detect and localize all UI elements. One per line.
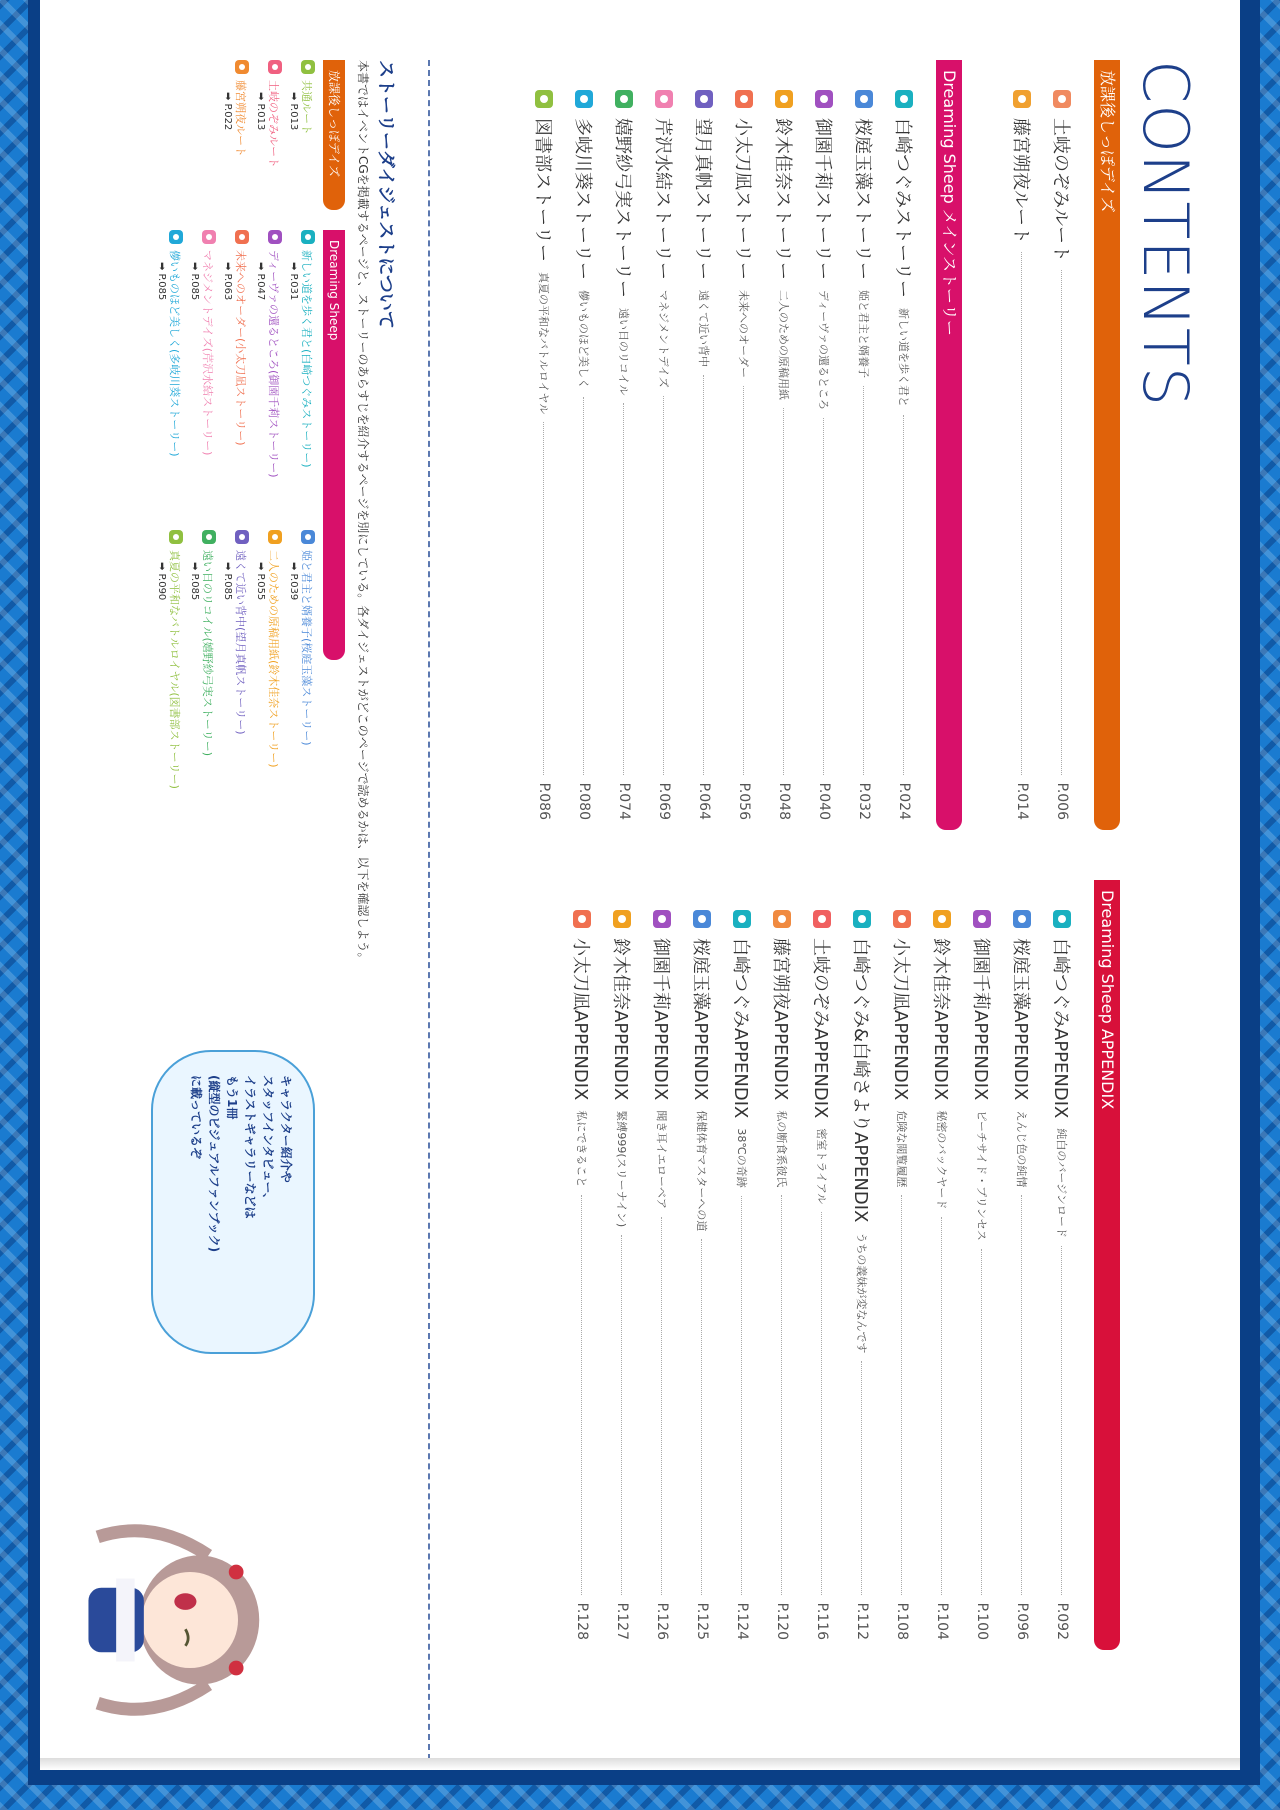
entry-label: 鈴木佳奈APPENDIX — [610, 938, 631, 1101]
character-icon — [735, 90, 753, 108]
entry-subtitle: 聞き耳イエローベア — [655, 1110, 668, 1209]
entry-label: 望月真帆ストーリー — [692, 118, 713, 280]
leader-dots — [583, 397, 585, 775]
digest-item[interactable] — [255, 230, 282, 530]
leader-dots — [981, 1249, 983, 1595]
toc-entry[interactable] — [604, 90, 644, 820]
character-icon — [301, 530, 315, 544]
toc-entry[interactable] — [682, 910, 722, 1640]
entry-subtitle: 保健体育マスターへの道 — [695, 1110, 708, 1232]
toc-entry[interactable] — [724, 90, 764, 820]
toc-entry[interactable] — [642, 910, 682, 1640]
entry-label: 鈴木佳奈ストーリー — [772, 118, 793, 280]
character-icon — [1013, 90, 1031, 108]
character-icon — [535, 90, 553, 108]
character-icon — [235, 230, 249, 244]
page-number: P.092 — [1054, 1602, 1070, 1640]
entry-label: 白崎つぐみ&白崎さよりAPPENDIX — [850, 938, 871, 1223]
page-number: P.024 — [896, 782, 912, 820]
character-icon — [815, 90, 833, 108]
digest-item[interactable] — [255, 60, 282, 210]
digest-item-text — [222, 250, 249, 446]
leader-dots — [1061, 1246, 1063, 1595]
leader-dots — [783, 408, 785, 775]
character-icon — [813, 910, 831, 928]
digest-item-label: 遠い日のリコイル(嬉野紗弓実ストーリー) — [201, 550, 214, 757]
page-number: P.096 — [1014, 1602, 1030, 1640]
toc-entry[interactable] — [722, 910, 762, 1640]
section-appendix — [562, 880, 1120, 1640]
leader-dots — [901, 1195, 903, 1594]
rotated-content — [40, 0, 1240, 1770]
leader-dots — [743, 386, 745, 775]
digest-item-page: ➡ P.039 — [288, 562, 299, 601]
leader-dots — [581, 1195, 583, 1594]
digest-item-page: ➡ P.085 — [156, 262, 167, 301]
entry-label: 白崎つぐみAPPENDIX — [730, 938, 751, 1119]
digest-item-text — [189, 550, 216, 756]
speech-bubble-line: もう1冊 — [225, 1075, 239, 1120]
digest-item[interactable] — [288, 230, 315, 530]
toc-entry[interactable] — [762, 910, 802, 1640]
character-icon — [933, 910, 951, 928]
entry-subtitle: 姫と君主と婿養子 — [857, 290, 870, 378]
entry-subtitle: 密室トライアル — [815, 1128, 828, 1205]
digest-item[interactable] — [288, 60, 315, 210]
entry-label: 白崎つぐみAPPENDIX — [1050, 938, 1071, 1119]
page-number: P.126 — [654, 1602, 670, 1640]
entry-subtitle: えんじ色の純情 — [1015, 1110, 1028, 1188]
page-number: P.048 — [776, 782, 792, 820]
character-icon — [695, 90, 713, 108]
character-icon — [169, 230, 183, 244]
character-icon — [973, 910, 991, 928]
character-icon — [268, 530, 282, 544]
character-icon — [573, 910, 591, 928]
page-number: P.014 — [1014, 782, 1030, 820]
digest-item-text — [288, 80, 315, 135]
digest-header: Dreaming Sheep — [323, 230, 345, 660]
page-number: P.112 — [854, 1602, 870, 1640]
digest-item[interactable] — [189, 230, 216, 530]
entry-subtitle: ピーチサイド・プリンセス — [975, 1110, 988, 1241]
entry-subtitle: 遠い日のリコイル — [617, 308, 630, 396]
digest-item-label: 遠くて近い背中(望月真帆ストーリー) — [234, 550, 247, 735]
entry-subtitle: 私の断食系彼氏 — [775, 1110, 788, 1188]
digest-item[interactable] — [189, 530, 216, 830]
entry-label: 御園千莉ストーリー — [812, 118, 833, 280]
digest-item[interactable] — [222, 230, 249, 530]
digest-item-text — [288, 550, 315, 746]
entry-label: 小太刀凪APPENDIX — [570, 938, 591, 1101]
character-icon — [202, 230, 216, 244]
digest-item-text — [189, 250, 216, 455]
digest-item-text — [156, 250, 183, 457]
entry-subtitle: 38℃の奇跡 — [735, 1128, 748, 1188]
digest-item-page: ➡ P.013 — [255, 92, 266, 131]
divider — [428, 60, 430, 1760]
entry-subtitle: 未来へのオーダー — [737, 290, 750, 378]
digest-item-label: 姫と君主と婿養子(桜庭玉藻ストーリー) — [300, 550, 313, 746]
digest-houkago — [216, 60, 345, 210]
leader-dots — [543, 422, 545, 774]
digest-item[interactable] — [288, 530, 315, 830]
page-number: P.127 — [614, 1602, 630, 1640]
speech-bubble-line: キャラクター紹介や — [279, 1075, 293, 1183]
entry-label: 御園千莉APPENDIX — [970, 938, 991, 1101]
leader-dots — [821, 1212, 823, 1594]
digest-item-page: ➡ P.085 — [222, 562, 233, 601]
page-number: P.074 — [616, 782, 632, 820]
entry-label: 嬉野紗弓実ストーリー — [612, 118, 633, 298]
leader-dots — [623, 403, 625, 774]
page-number: P.064 — [696, 782, 712, 820]
entry-subtitle: 危険な閲覧履歴 — [895, 1110, 908, 1188]
leader-dots — [661, 1217, 663, 1595]
digest-item-page: ➡ P.085 — [189, 262, 200, 301]
toc-entry[interactable] — [562, 910, 602, 1640]
entry-label: 土岐のぞみルート — [1050, 118, 1071, 262]
toc-entry[interactable] — [882, 910, 922, 1640]
speech-bubble-text — [187, 1075, 295, 1252]
entry-label: 御園千莉APPENDIX — [650, 938, 671, 1101]
character-icon — [693, 910, 711, 928]
digest-item-page: ➡ P.047 — [255, 262, 266, 301]
page-number: P.104 — [934, 1602, 950, 1640]
page-number: P.100 — [974, 1602, 990, 1640]
speech-bubble-line: (縦型のビジュアルファンブック) — [207, 1075, 221, 1253]
digest-item-text — [255, 80, 282, 168]
digest-item-text — [288, 250, 315, 468]
toc-entry[interactable] — [684, 90, 724, 820]
page — [40, 0, 1240, 1770]
toc-entry[interactable] — [1002, 90, 1042, 820]
entry-subtitle: 二人のための原稿用紙 — [777, 290, 790, 400]
digest-item[interactable] — [222, 60, 249, 210]
page-number: P.006 — [1054, 782, 1070, 820]
digest-item-label: 真夏の平和なバトルロイヤル(図書部ストーリー) — [168, 550, 181, 789]
digest-item-text — [156, 550, 183, 789]
page-shadow — [40, 1758, 1240, 1770]
toc-entry[interactable] — [842, 910, 882, 1640]
digest-item-page: ➡ P.090 — [156, 562, 167, 601]
entry-label: 桜庭玉藻APPENDIX — [1010, 938, 1031, 1101]
contents-title: CONTENTS — [1129, 60, 1202, 408]
page-number: P.128 — [574, 1602, 590, 1640]
entry-label: 桜庭玉藻ストーリー — [852, 118, 873, 280]
character-icon — [1053, 910, 1071, 928]
character-icon — [733, 910, 751, 928]
digest-item[interactable] — [222, 530, 249, 830]
leader-dots — [781, 1195, 783, 1594]
speech-bubble-line: に載っているぞ — [189, 1075, 203, 1160]
character-icon — [615, 90, 633, 108]
page-number: P.056 — [736, 782, 752, 820]
entry-label: 桜庭玉藻APPENDIX — [690, 938, 711, 1101]
page-number: P.125 — [694, 1602, 710, 1640]
leader-dots — [741, 1196, 743, 1595]
leader-dots — [863, 386, 865, 775]
toc-entry[interactable] — [884, 90, 924, 820]
character-icon — [893, 910, 911, 928]
digest-item-text — [255, 550, 282, 768]
digest-item[interactable] — [156, 230, 183, 530]
digest-item[interactable] — [156, 530, 183, 830]
toc-entry[interactable] — [962, 910, 1002, 1640]
character-icon — [853, 910, 871, 928]
character-icon — [653, 910, 671, 928]
page-number: P.116 — [814, 1602, 830, 1640]
character-icon — [775, 90, 793, 108]
entry-label: 小太刀凪APPENDIX — [890, 938, 911, 1101]
character-icon — [301, 230, 315, 244]
character-icon — [855, 90, 873, 108]
entry-label: 鈴木佳奈APPENDIX — [930, 938, 951, 1101]
digest-item-page: ➡ P.063 — [222, 262, 233, 301]
digest-item-label: マネジメントデイズ(芹沢水結ストーリー) — [201, 250, 214, 456]
character-icon — [655, 90, 673, 108]
section-houkago — [1002, 60, 1120, 820]
character-icon — [1013, 910, 1031, 928]
leader-dots — [663, 396, 665, 775]
toc-entry[interactable] — [1002, 910, 1042, 1640]
entry-subtitle: ディーヴァの還るところ — [817, 290, 830, 411]
digest-item-label: 土岐のぞみルート — [267, 80, 280, 168]
section-header: 放課後しっぽデイズ — [1094, 60, 1120, 830]
leader-dots — [1021, 1195, 1023, 1594]
page-number: P.124 — [734, 1602, 750, 1640]
digest-ds — [150, 230, 345, 860]
page-number: P.032 — [856, 782, 872, 820]
digest-item-label: 新しい道を歩く君と(白崎つぐみストーリー) — [300, 250, 313, 468]
toc-entry[interactable] — [844, 90, 884, 820]
toc-entry[interactable] — [564, 90, 604, 820]
entry-label: 藤宮朔夜APPENDIX — [770, 938, 791, 1101]
digest-item-page: ➡ P.022 — [222, 92, 233, 131]
digest-item-page: ➡ P.031 — [288, 262, 299, 301]
page-number: P.080 — [576, 782, 592, 820]
toc-entry[interactable] — [1042, 90, 1082, 820]
entry-label: 白崎つぐみストーリー — [892, 118, 913, 298]
digest-item-text — [222, 80, 249, 157]
toc-entry[interactable] — [764, 90, 804, 820]
digest-text: 本書ではイベントCGを掲載するページと、ストーリーのあらすじを紹介するページを別にしている。各ダイジェストがどこのページで読めるかは、以下を確認しよう。 — [356, 60, 370, 965]
leader-dots — [861, 1361, 863, 1594]
section-header: Dreaming Sheep APPENDIX — [1094, 880, 1120, 1650]
character-icon — [301, 60, 315, 74]
speech-bubble-line: イラストギャラリーなどは — [243, 1075, 257, 1219]
digest-item-text — [222, 550, 249, 735]
entry-label: 土岐のぞみAPPENDIX — [810, 938, 831, 1119]
digest-item-text — [255, 250, 282, 478]
leader-dots — [1061, 270, 1063, 775]
character-icon — [613, 910, 631, 928]
entry-label: 多岐川葵ストーリー — [572, 118, 593, 280]
page-number: P.120 — [774, 1602, 790, 1640]
page-number: P.086 — [536, 782, 552, 820]
page-number: P.108 — [894, 1602, 910, 1640]
toc-entry[interactable] — [804, 90, 844, 820]
section-header: Dreaming Sheep メインストーリー — [936, 60, 962, 830]
leader-dots — [903, 415, 905, 775]
toc-entry[interactable] — [1042, 910, 1082, 1640]
leader-dots — [941, 1217, 943, 1594]
entry-label: 図書部ストーリー — [532, 118, 553, 262]
character-icon — [268, 230, 282, 244]
toc-entry[interactable] — [524, 90, 564, 820]
digest-item-page: ➡ P.013 — [288, 92, 299, 131]
character-icon — [268, 60, 282, 74]
digest-header: 放課後しっぽデイズ — [323, 60, 345, 210]
leader-dots — [621, 1235, 623, 1594]
character-icon — [169, 530, 183, 544]
chibi-character-illustration — [70, 1500, 310, 1740]
leader-dots — [823, 418, 825, 775]
entry-subtitle: うちの義妹が変なんです — [855, 1232, 868, 1354]
speech-bubble-line: スタッフインタビュー、 — [261, 1075, 275, 1205]
digest-item-page: ➡ P.085 — [189, 562, 200, 601]
character-icon — [773, 910, 791, 928]
digest-title: ストーリーダイジェストについて — [375, 60, 396, 329]
leader-dots — [1021, 252, 1023, 775]
entry-subtitle: 秘密のバックヤード — [935, 1110, 948, 1210]
digest-item-page: ➡ P.055 — [255, 562, 266, 601]
digest-item-label: 儚いものほど美しく(多岐川葵ストーリー) — [168, 250, 181, 457]
digest-item-label: 藤宮朔夜ルート — [234, 80, 247, 157]
entry-subtitle: 真夏の平和なバトルロイヤル — [537, 272, 550, 415]
entry-subtitle: 新しい道を歩く君と — [897, 308, 910, 407]
entry-subtitle: 儚いものほど美しく — [577, 290, 590, 389]
entry-subtitle: 純白のバージンロード — [1055, 1128, 1068, 1238]
digest-item-label: ディーヴァの還るところ(御園千莉ストーリー) — [267, 250, 280, 478]
character-icon — [895, 90, 913, 108]
character-icon — [235, 60, 249, 74]
entry-subtitle: 緊縛999(スリーナイン) — [615, 1110, 628, 1228]
entry-label: 藤宮朔夜ルート — [1010, 118, 1031, 244]
entry-subtitle: 私にできること — [575, 1110, 588, 1188]
toc-entry[interactable] — [922, 910, 962, 1640]
character-icon — [202, 530, 216, 544]
character-icon — [235, 530, 249, 544]
character-icon — [1053, 90, 1071, 108]
leader-dots — [703, 375, 705, 775]
toc-entry[interactable] — [802, 910, 842, 1640]
digest-item-label: 未来へのオーダー(小太刀凪ストーリー) — [234, 250, 247, 446]
digest-item-label: 共通ルート — [300, 80, 313, 135]
character-icon — [575, 90, 593, 108]
toc-entry[interactable] — [644, 90, 684, 820]
entry-label: 芹沢水結ストーリー — [652, 118, 673, 280]
digest-item[interactable] — [255, 530, 282, 830]
section-main-story — [524, 60, 962, 820]
digest-item-label: 二人のための原稿用紙(鈴木佳奈ストーリー) — [267, 550, 280, 768]
entry-subtitle: 遠くて近い背中 — [697, 290, 710, 367]
page-number: P.040 — [816, 782, 832, 820]
entry-label: 小太刀凪ストーリー — [732, 118, 753, 280]
toc-entry[interactable] — [602, 910, 642, 1640]
page-number: P.069 — [656, 782, 672, 820]
entry-subtitle: マネジメントデイズ — [657, 290, 670, 388]
leader-dots — [701, 1239, 703, 1594]
